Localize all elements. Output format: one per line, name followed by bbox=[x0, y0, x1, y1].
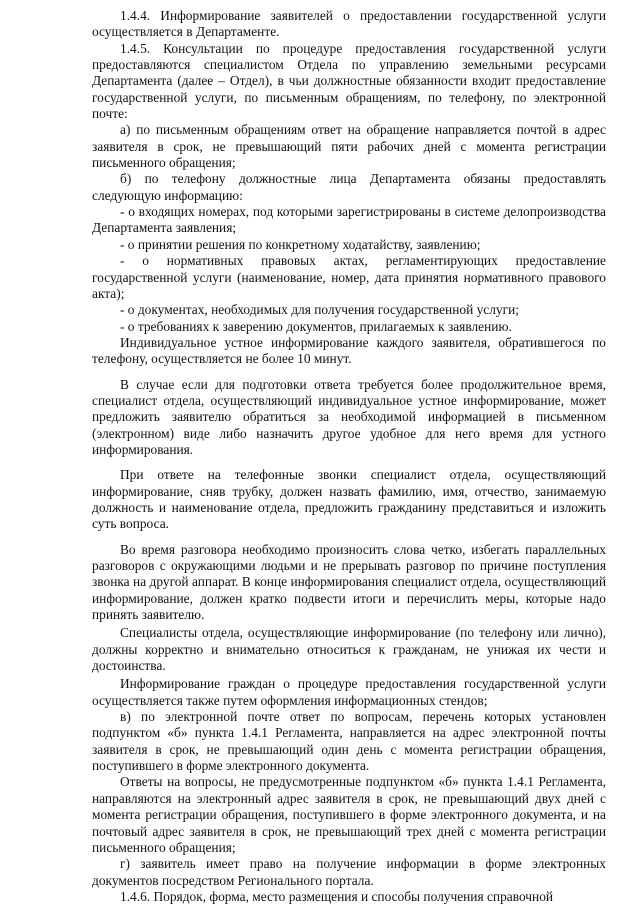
paragraph-item-g: г) заявитель имеет право на получение информации в форме электронных документов посредством Регионального портала. bbox=[92, 856, 606, 888]
paragraph-item-v: в) по электронной почте ответ по вопросам, перечень которых установлен подпунктом «б» пункта 1.4.1 Регламента, направляется на адрес электронной почты заявителя в срок, не превышающий один день с момента регистрации обращения, поступившего в форме электронного документа. bbox=[92, 709, 606, 774]
list-item-certification: - о требованиях к заверению документов, прилагаемых к заявлению. bbox=[120, 318, 512, 334]
list-item-normative-acts: - о нормативных правовых актах, регламентирующих предоставление государственной услуги (наименование, номер, дата принятия нормативного правового акта); bbox=[92, 253, 606, 301]
document-page bbox=[92, 8, 606, 905]
paragraph-stands: Информирование граждан о процедуре предоставления государственной услуги осуществляется также путем оформления информационных стендов; bbox=[92, 676, 606, 708]
paragraph-1-4-5: 1.4.5. Консультации по процедуре предоставления государственной услуги предоставляются специалистом Отдела по управлению земельными ресурсами Департамента (далее – Отдел), в чьи должностные обязанности входит предоставление государственной услуги, по письменным обращениям, по телефону, по электронной почте: bbox=[92, 40, 606, 122]
paragraph-answers: Ответы на вопросы, не предусмотренные подпунктом «б» пункта 1.4.1 Регламента, направляются на электронный адрес заявителя в срок, не превышающий двух дней с момента регистрации обращения, поступившего в форме электронного документа, и на почтовый адрес заявителя в срок, не превышающий трех дней с момента регистрации письменного обращения; bbox=[92, 774, 606, 855]
paragraph-phone-calls: При ответе на телефонные звонки специалист отдела, осуществляющий информирование, сняв трубку, должен назвать фамилию, имя, отчество, занимаемую должность и наименование отдела, предложить гражданину представиться и изложить суть вопроса. bbox=[92, 467, 606, 532]
list-item-decision: - о принятии решения по конкретному ходатайству, заявлению; bbox=[120, 236, 481, 252]
paragraph-item-b: б) по телефону должностные лица Департамента обязаны предоставлять следующую информацию: bbox=[92, 171, 606, 203]
list-item-incoming-numbers: - о входящих номерах, под которыми зарегистрированы в системе делопроизводства Департамента заявления; bbox=[92, 204, 606, 236]
paragraph-individual-info: Индивидуальное устное информирование каждого заявителя, обратившегося по телефону, осуществляется не более 10 минут. bbox=[92, 334, 606, 367]
list-item-documents: - о документах, необходимых для получения государственной услуги; bbox=[120, 302, 519, 318]
paragraph-longer-time: В случае если для подготовки ответа требуется более продолжительное время, специалист отдела, осуществляющий индивидуальное устное информирование, может предложить заявителю обратиться за необходимой информацией в письменном (электронном) виде либо назначить другое удобное для него время для устного информирования. bbox=[92, 376, 606, 457]
paragraph-specialists: Специалисты отдела, осуществляющие информирование (по телефону или лично), должны корректно и внимательно относиться к гражданам, не унижая их чести и достоинства. bbox=[92, 625, 606, 674]
paragraph-conversation: Во время разговора необходимо произносить слова четко, избегать параллельных разговоров с окружающими людьми и не прерывать разговор по причине поступления звонка на другой аппарат. В конце информирования специалист отдела, осуществляющий информирование, должен кратко подвести итоги и перечислить меры, которые надо принять заявителю. bbox=[92, 541, 606, 623]
paragraph-1-4-6: 1.4.6. Порядок, форма, место размещения и способы получения справочной bbox=[120, 888, 554, 904]
paragraph-item-a: а) по письменным обращениям ответ на обращение направляется почтой в адрес заявителя в срок, не превышающий пяти рабочих дней с момента регистрации письменного обращения; bbox=[92, 122, 606, 171]
paragraph-1-4-4: 1.4.4. Информирование заявителей о предоставлении государственной услуги осуществляется в Департаменте. bbox=[92, 8, 606, 40]
